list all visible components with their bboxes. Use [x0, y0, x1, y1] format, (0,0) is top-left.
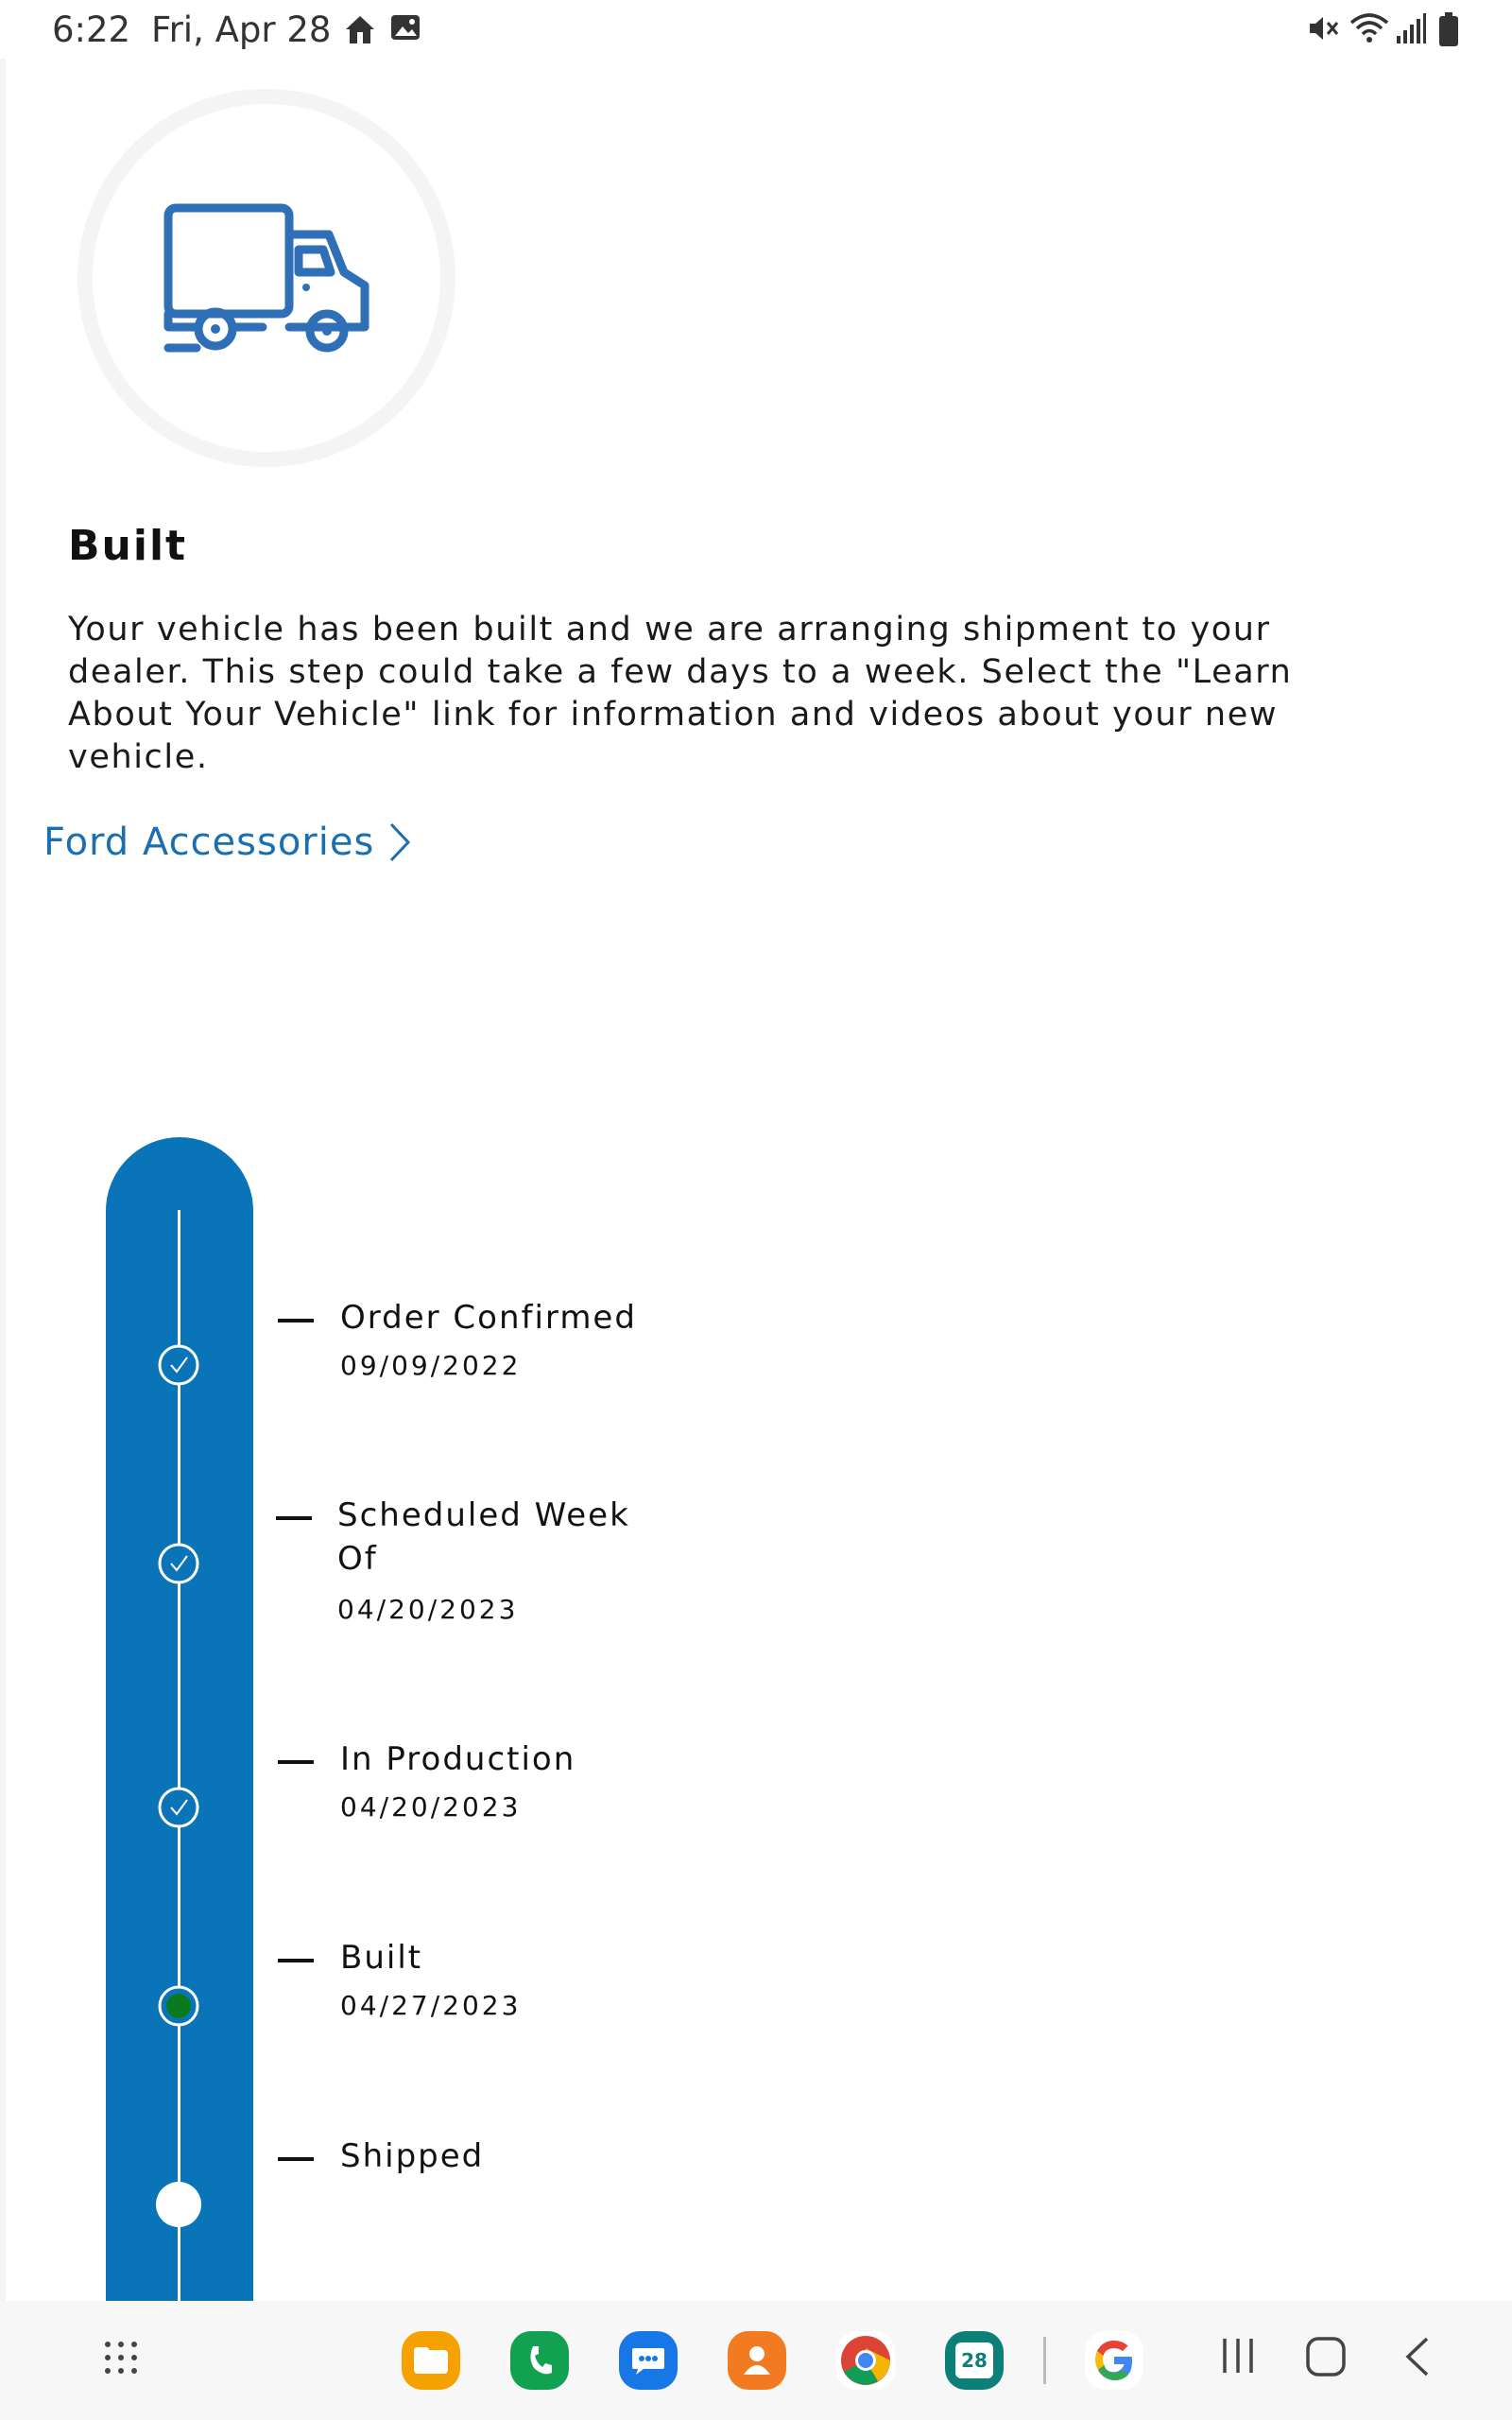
milestone-date-in-production: 04/20/2023: [340, 1791, 522, 1823]
delivery-truck-icon: [159, 199, 376, 359]
phone-app-icon[interactable]: [510, 2331, 569, 2390]
messages-app-icon[interactable]: [619, 2331, 678, 2390]
milestone-date-order-confirmed: 09/09/2022: [340, 1350, 522, 1381]
milestone-dash: [278, 1319, 314, 1322]
google-app-icon[interactable]: [1085, 2331, 1143, 2390]
milestone-date-built: 04/27/2023: [340, 1990, 522, 2021]
home-notification-icon: [342, 11, 378, 47]
milestone-date-scheduled-week: 04/20/2023: [337, 1594, 519, 1625]
navigation-bar: [0, 2301, 1512, 2420]
home-button-icon[interactable]: [1304, 2335, 1348, 2378]
milestone-label-in-production: In Production: [340, 1740, 576, 1778]
ford-accessories-label: Ford Accessories: [43, 821, 375, 864]
milestone-dash: [278, 1959, 314, 1962]
milestone-complete-icon: [158, 1787, 199, 1828]
back-button-icon[interactable]: [1400, 2335, 1435, 2378]
milestone-label-built: Built: [340, 1939, 423, 1977]
my-files-app-icon[interactable]: [402, 2331, 460, 2390]
content-edge: [0, 59, 6, 2301]
calendar-day-label: 28: [955, 2342, 993, 2378]
milestone-dash: [276, 1516, 312, 1520]
signal-icon: [1395, 11, 1427, 45]
battery-icon: [1438, 11, 1459, 47]
milestone-dash: [278, 2157, 314, 2161]
step-description: Your vehicle has been built and we are arranging shipment to your dealer. This step could take a few days to a week. Select the "Learn About Your Vehicle" link for information and videos about your new vehicle.: [68, 611, 1293, 776]
milestone-upcoming-icon: [156, 2182, 201, 2227]
milestone-dash: [278, 1760, 314, 1764]
status-date: Fri, Apr 28: [151, 9, 332, 50]
milestone-complete-icon: [158, 1543, 199, 1584]
app-drawer-icon[interactable]: [102, 2339, 140, 2377]
milestone-complete-icon: [158, 1344, 199, 1386]
status-bar: [0, 0, 1512, 59]
contacts-app-icon[interactable]: [728, 2331, 786, 2390]
calendar-app-icon[interactable]: [945, 2331, 1004, 2390]
step-title: Built: [68, 522, 188, 570]
wifi-icon: [1349, 11, 1389, 45]
milestone-current-icon: [158, 1985, 199, 2027]
status-time: 6:22: [52, 9, 131, 50]
milestone-label-shipped: Shipped: [340, 2137, 485, 2175]
chevron-right-icon: [387, 821, 412, 864]
image-notification-icon: [389, 11, 421, 43]
milestone-label-order-confirmed: Order Confirmed: [340, 1299, 637, 1337]
chrome-app-icon[interactable]: [836, 2331, 895, 2390]
dock-divider: [1043, 2337, 1046, 2384]
ford-accessories-link[interactable]: [43, 821, 412, 864]
milestone-label-scheduled-week: Scheduled Week Of: [337, 1496, 630, 1578]
recent-apps-icon[interactable]: [1217, 2335, 1259, 2377]
mute-icon: [1306, 11, 1340, 45]
